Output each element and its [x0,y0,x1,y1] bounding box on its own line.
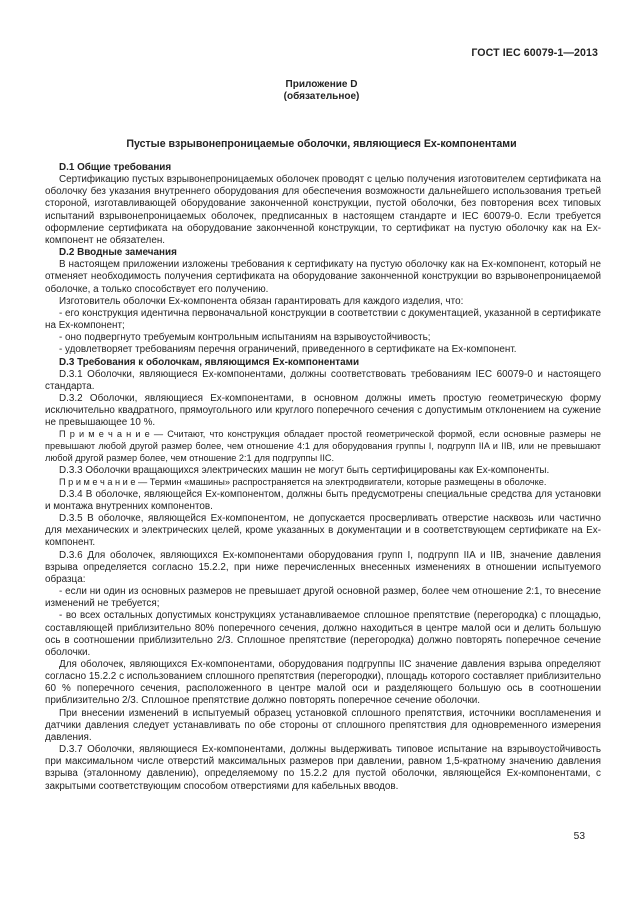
list-item-d2-2: - оно подвергнуто требуемым контрольным испытаниям на взрывоустойчивость; [59,332,431,344]
list-item-d3-6-1: - если ни один из основных размеров не превышает другой основной размер, более чем отношение 2:1, то внесение изменений не требуется; [45,586,601,610]
document-body [45,162,601,793]
paragraph-d3-1: D.3.1 Оболочки, являющиеся Ex-компонентами, должны соответствовать требованиям IEC 60079-0 и настоящего стандарта. [45,368,601,392]
list-item-d2-3: - удовлетворяет требованиям перечня ограничений, приведенного в сертификате на Ex-компонент. [59,344,517,356]
paragraph-d3-5: D.3.5 В оболочке, являющейся Ex-компонентом, не допускается просверливать отверстие насквозь или частично для механических и электрических целей, кроме указанных в документации и в соответствующем сертификате на Ex-компонент. [45,513,601,549]
note-d3-3: П р и м е ч а н и е — Термин «машины» распространяется на электродвигатели, которые размещены в оболочке. [59,476,547,487]
paragraph-d3-4: D.3.4 В оболочке, являющейся Ex-компонентом, должны быть предусмотрены специальные средства для установки и монтажа внутренних компонентов. [45,488,601,512]
paragraph-d3-7: D.3.7 Оболочки, являющиеся Ex-компонентами, должны выдерживать типовое испытание на взрывоустойчивость при максимальном числе отверстий максимальных размеров при давлении, равном 1,5-кратному значению давления взрыва (эталонному давлению), определяемому по 15.2.2 для пустой оболочки, являющейся Ex-компонентами, с закрытыми соответствующим способом отверстиями для кабельных вводов. [45,744,601,792]
list-item-d3-6-2: - во всех остальных допустимых конструкциях устанавливаемое сплошное препятствие (перегородка) с площадью, составляющей приблизительно 80% поперечного сечения, должно находиться в центре малой оси и делить большую ось в соотношении приблизительно 2/3. Сплошное препятствие (перегородка) должно повторять поперечное сечение оболочки. [45,610,601,658]
paragraph-d3-6-3: При внесении изменений в испытуемый образец установкой сплошного препятствия, источники воспламенения и датчики давления следует устанавливать по обе стороны от сплошного препятствия для одновременного измерения давления. [45,707,601,743]
paragraph-d3-6-2: Для оболочек, являющихся Ex-компонентами, оборудования подгруппы IIC значение давления взрыва определяют согласно 15.2.2 с использованием сплошного препятствия (перегородки), площадь которого составляет приблизительно 60 % поперечного сечения, расположенного в центре малой оси и разделяющего большую ось в соотношении приблизительно 2/3. Сплошное препятствие должно повторять поперечное сечение оболочки. [45,658,601,707]
list-item-d2-1: - его конструкция идентична первоначальной конструкции в соответствии с документацией, указанной в сертификате на Ex-компонент; [45,307,601,332]
document-code: ГОСТ IEC 60079-1—2013 [471,47,598,59]
appendix-label: Приложение D [285,79,358,90]
heading-d1: D.1 Общие требования [59,162,172,173]
paragraph-d3-2: D.3.2 Оболочки, являющиеся Ex-компонентами, в основном должны иметь простую геометрическую форму исключительно квадратного, прямоугольного или круглого поперечного сечения с допустимым отклонением на сужение не превышающее 10 %. [45,392,601,429]
page-number: 53 [573,831,585,842]
note-d3-2: П р и м е ч а н и е — Считают, что конструкция обладает простой геометрической формой, если основные размеры не превышают любой другой размер более, чем отношение 4:1 для оборудования группы I, подгрупп IIA и IIB, или не превышают любой другой размер более, чем отношение 2:1 для подгруппы IIC. [45,429,601,464]
paragraph-d3-3: D.3.3 Оболочки вращающихся электрических машин не могут быть сертифицированы как Ex-компоненты. [59,464,550,476]
paragraph-d1-1: Сертификацию пустых взрывонепроницаемых оболочек проводят с целью получения изготовителем сертификата на оболочку без указания внутреннего оборудования для обеспечения возможности дальнейшего использования третьей стороной, изготавливающей оборудование законченной конструкции, пустой оболочки, без повторения всех типовых испытаний взрывонепроницаемых оболочек, предписанных в настоящем стандарте и IEC 60079-0. Если требуется оформление сертификата на оборудование законченной конструкции, то сертификат на пустую оболочку как на Ex-компонент не обязателен. [45,174,601,246]
appendix-heading [45,79,598,104]
heading-d2: D.2 Вводные замечания [59,247,177,259]
heading-d3: D.3 Требования к оболочкам, являющимся Ex-компонентами [59,356,360,368]
paragraph-d3-6: D.3.6 Для оболочек, являющихся Ex-компонентами оборудования групп I, подгрупп IIA и IIB, значение давления взрыва определяется согласно 15.2.2, при ниже перечисленных внесенных изменениях в отношении испытуемого образца: [45,549,601,585]
paragraph-d2-1: В настоящем приложении изложены требования к сертификату на пустую оболочку как на Ex-компонент, который не отменяет необходимость получения сертификата на оборудование законченной конструкции во взрывонепроницаемой оболочке, а только способствует его получению. [45,259,601,295]
appendix-type: (обязательное) [283,91,360,103]
page-title: Пустые взрывонепроницаемые оболочки, являющиеся Ex-компонентами [126,138,517,150]
paragraph-d2-2: Изготовитель оболочки Ex-компонента обязан гарантировать для каждого изделия, что: [59,295,464,307]
